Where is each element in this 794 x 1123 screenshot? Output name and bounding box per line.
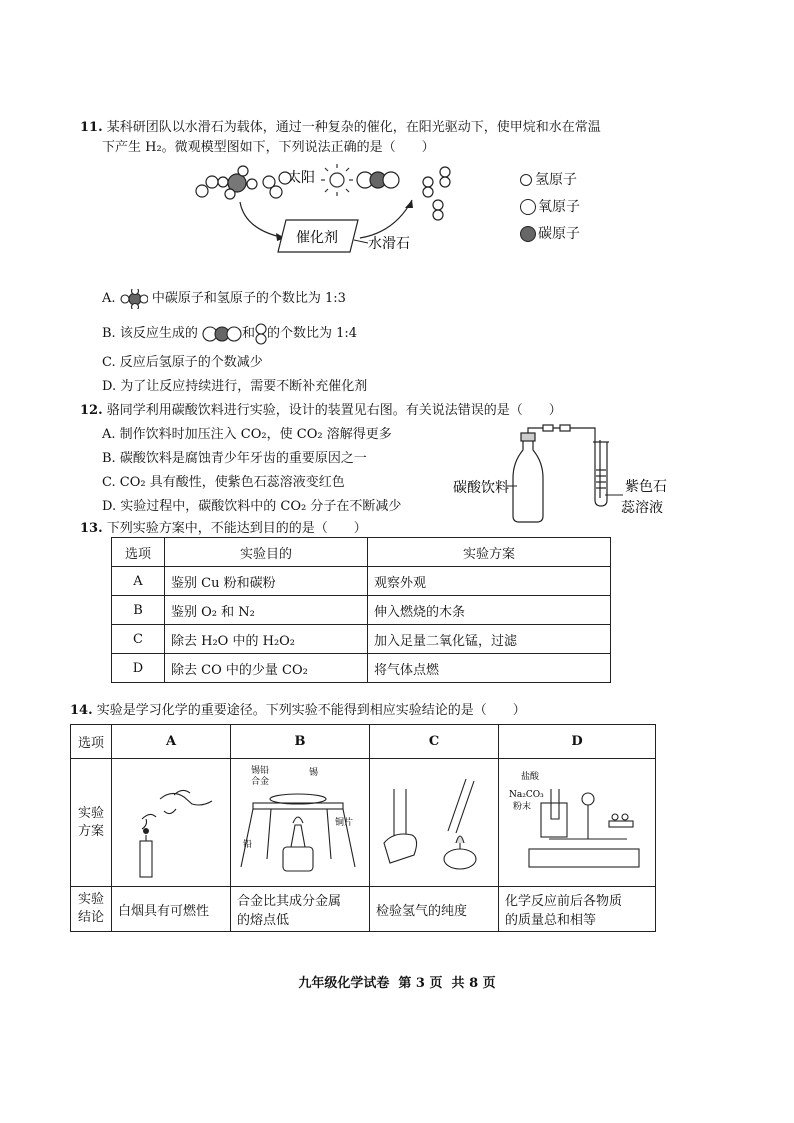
q12-option-d[interactable]: D. 实验过程中，碳酸饮料中的 CO₂ 分子在不断减少 bbox=[102, 499, 402, 514]
q12-stem: 12. 骆同学利用碳酸饮料进行实验，设计的装置见右图。有关说法错误的是（ ） bbox=[80, 403, 562, 418]
water-molecule bbox=[218, 166, 257, 199]
legend-oxygen: 氧原子 bbox=[520, 194, 580, 221]
soda-label: 碳酸饮料 bbox=[453, 480, 509, 496]
soda-bottle bbox=[513, 440, 543, 522]
q11-stem-text1: 某科研团队以水滑石为载体，通过一种复杂的催化，在阳光驱动下，使甲烷和水在常温 bbox=[106, 120, 601, 135]
q12-option-c[interactable]: C. CO₂ 具有酸性，使紫色石蕊溶液变红色 bbox=[102, 475, 345, 490]
reaction-arrow-in bbox=[240, 202, 285, 238]
page-footer: 九年级化学试卷 第 3 页 共 8 页 bbox=[298, 976, 496, 991]
methane-model-icon bbox=[120, 289, 148, 309]
q11-stem-line1 bbox=[80, 116, 601, 135]
atom-legend bbox=[520, 167, 580, 248]
sun-label: 太阳 bbox=[287, 170, 315, 186]
litmus-label-1: 紫色石 bbox=[625, 479, 667, 495]
legend-carbon: 碳原子 bbox=[520, 221, 580, 248]
table-row: B 鉴别 O₂ 和 N₂ 伸入燃烧的木条 bbox=[112, 596, 611, 625]
conclusion-label: 实验 结论 bbox=[71, 887, 112, 932]
conclusion-a: 白烟具有可燃性 bbox=[112, 887, 231, 932]
conclusion-d: 化学反应前后各物质 的质量总和相等 bbox=[499, 887, 656, 932]
label-tin-lead-1: 锡铅 bbox=[251, 766, 270, 776]
label-na2co3: Na₂CO₃ bbox=[509, 790, 544, 800]
litmus-label-2: 蕊溶液 bbox=[621, 500, 663, 516]
label-acid: 盐酸 bbox=[521, 772, 540, 782]
table-row: C 除去 H₂O 中的 H₂O₂ 加入足量二氧化锰，过滤 bbox=[112, 625, 611, 654]
table-row-conclusions bbox=[71, 887, 656, 932]
q11-option-a[interactable]: A. 中碳原子和氢原子的个数比为 1:3 bbox=[102, 287, 346, 309]
q12-apparatus-figure bbox=[445, 420, 685, 530]
table-row-plans bbox=[71, 759, 656, 887]
sun-icon bbox=[321, 164, 353, 196]
q11-number: 11. bbox=[80, 120, 103, 135]
q11-option-c[interactable]: C. 反应后氢原子的个数减少 bbox=[102, 355, 263, 370]
plan-label: 实验 方案 bbox=[71, 759, 112, 887]
co2-model-icon bbox=[202, 325, 242, 343]
q14-table bbox=[70, 724, 656, 932]
h2-model-icon bbox=[255, 323, 267, 345]
figure-a bbox=[112, 759, 231, 887]
support-label: 水滑石 bbox=[368, 236, 410, 252]
label-tin-lead-2: 合金 bbox=[251, 777, 270, 787]
test-tube bbox=[595, 440, 607, 506]
q11-option-d[interactable]: D. 为了让反应持续进行，需要不断补充催化剂 bbox=[102, 379, 368, 394]
table-header-row: 选项 A B C D bbox=[71, 725, 656, 759]
co2-molecule bbox=[357, 172, 399, 188]
methane-molecule bbox=[196, 176, 218, 197]
q13-stem: 13. 下列实验方案中，不能达到目的的是（ ） bbox=[80, 521, 367, 536]
mass-conservation-balance-icon bbox=[499, 759, 655, 882]
figure-d bbox=[499, 759, 656, 887]
figure-b bbox=[231, 759, 370, 887]
hydrogen-molecules bbox=[423, 167, 450, 220]
q11-option-b[interactable]: B. 该反应生成的 和 的个数比为 1:4 bbox=[102, 322, 357, 345]
candle-experiment-icon bbox=[112, 759, 230, 882]
legend-hydrogen: 氢原子 bbox=[520, 167, 580, 194]
q12-option-a[interactable]: A. 制作饮料时加压注入 CO₂，使 CO₂ 溶解得更多 bbox=[102, 427, 392, 442]
q13-table bbox=[111, 537, 611, 683]
hydrogen-purity-icon bbox=[370, 759, 498, 882]
label-powder: 粉末 bbox=[513, 802, 532, 812]
q12-option-b[interactable]: B. 碳酸饮料是腐蚀青少年牙齿的重要原因之一 bbox=[102, 451, 367, 466]
table-header-row: 选项 实验目的 实验方案 bbox=[112, 538, 611, 567]
table-row: A 鉴别 Cu 粉和碳粉 观察外观 bbox=[112, 567, 611, 596]
label-tin: 锡 bbox=[309, 768, 319, 778]
reaction-arrow-out bbox=[360, 200, 412, 238]
q11-stem-line2: 下产生 H₂。微观模型图如下，下列说法正确的是（ ） bbox=[102, 140, 435, 155]
label-lead: 铅 bbox=[243, 840, 253, 850]
catalyst-label: 催化剂 bbox=[296, 230, 338, 246]
label-copper: 铜片 bbox=[335, 818, 354, 828]
alloy-melting-icon bbox=[231, 759, 369, 882]
conclusion-b: 合金比其成分金属 的熔点低 bbox=[231, 887, 370, 932]
figure-c bbox=[370, 759, 499, 887]
conclusion-c: 检验氢气的纯度 bbox=[370, 887, 499, 932]
q14-stem: 14. 实验是学习化学的重要途径。下列实验不能得到相应实验结论的是（ ） bbox=[70, 703, 526, 718]
table-row: D 除去 CO 中的少量 CO₂ 将气体点燃 bbox=[112, 654, 611, 683]
